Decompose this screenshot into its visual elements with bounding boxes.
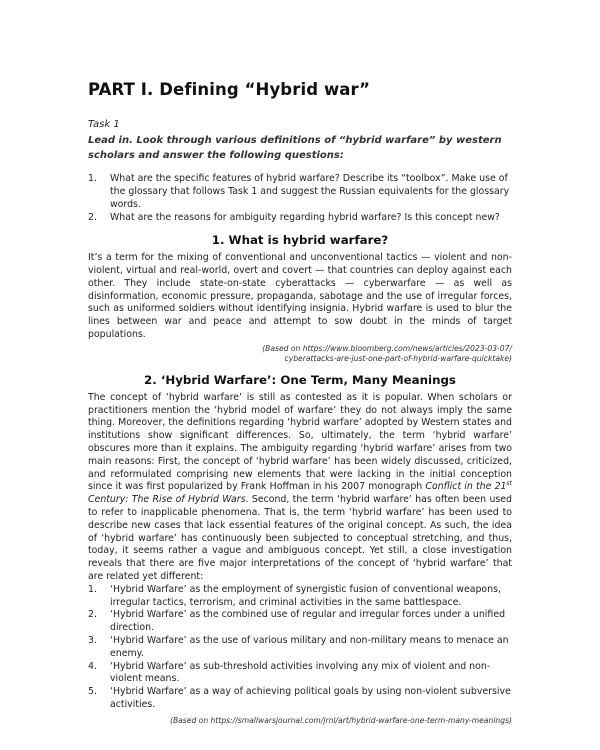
question-number: 1. <box>88 173 97 184</box>
source-line: cyberattacks-are-just-one-part-of-hybrid-warfare-quicktake) <box>284 354 512 364</box>
interpretation-number: 1. <box>88 583 97 595</box>
section-2-source: (Based on https://smallwarsjournal.com/jrnl/art/hybrid-warfare-one-term-many-meanings) <box>169 715 512 725</box>
question-item <box>88 173 512 211</box>
interpretation-text: ‘Hybrid Warfare’ as the use of various military and non-military means to menace an enemy. <box>110 634 509 659</box>
interpretation-item <box>88 609 512 635</box>
interpretation-number: 3. <box>88 634 97 646</box>
interpretation-number: 4. <box>88 660 97 672</box>
section-1-body: It’s a term for the mixing of conventional and unconventional tactics — violent and non-violent, virtual and real-world, overt and covert — that countries can deploy against each other. They include state-on-state cyberattacks — cyberwarfare — as well as disinformation, economic pressure, propaganda, sabotage and the use of irregular forces, such as uniformed soldiers without identifying insignia. Hybrid warfare is used to blur the lines between war and peace and attempt to sow doubt in the minds of target populations. <box>88 252 512 340</box>
section-2-body-part-1: The concept of ‘hybrid warfare’ is still as contested as it is popular. When scholars or practitioners mention the ‘hybrid model of warfare’ they do not always imply the same thing. Moreover, the definitions regarding ‘hybrid warfare’ adopted by Western states and institutions show significant differences. So, ultimately, the term ‘hybrid warfare’ obscures more than it explains. The ambiguity regarding ‘hybrid warfare’ arises from two main reasons: First, the concept of ‘hybrid warfare’ has been widely discussed, criticized, and reformulated comprising new elements that were lacking in the initial conception since it was first popularized by Frank Hoffman in his 2007 monograph <box>88 391 512 493</box>
interpretation-item <box>88 635 512 661</box>
question-number: 2. <box>88 212 97 224</box>
book-title-part: Conflict in the 21 <box>425 481 507 493</box>
task-label: Task 1 <box>88 119 120 130</box>
interpretation-text: ‘Hybrid Warfare’ as the combined use of regular and irregular forces under a unified direction. <box>110 609 506 634</box>
interpretation-item <box>88 661 512 687</box>
interpretation-text: ‘Hybrid Warfare’ as sub-threshold activities involving any mix of violent and non-violent means. <box>110 660 491 685</box>
interpretation-list <box>88 584 512 712</box>
part-title: PART I. Defining “Hybrid war” <box>88 80 371 99</box>
section-1-source <box>88 344 512 365</box>
section-2-body-part-2: . Second, the term ‘hybrid warfare’ has often been used to refer to inapplicable phenomena. That is, the term ‘hybrid warfare’ has been used to describe new cases that lack essential features of the original concept. As such, the idea of ‘hybrid warfare’ has continuously been subjected to conceptual stretching, and thus, today, it seems rather a vague and ambiguous concept. Yet still, a close investigation reveals that there are five major interpretations of the concept of ‘hybrid warfare’ that are related yet different: <box>88 494 512 582</box>
interpretation-text: ‘Hybrid Warfare’ as a way of achieving political goals by using non-violent subversive activities. <box>110 686 511 710</box>
section-2-title: 2. ‘Hybrid Warfare’: One Term, Many Meanings <box>144 372 456 387</box>
section-1-title: 1. What is hybrid warfare? <box>211 233 389 248</box>
interpretation-item <box>88 686 512 712</box>
question-list <box>88 173 512 225</box>
question-text: What are the reasons for ambiguity regarding hybrid warfare? Is this concept new? <box>110 212 500 224</box>
lead-in-instructions: Lead in. Look through various definitions of “hybrid warfare” by western scholars and answer the following questions: <box>88 135 502 161</box>
interpretation-text: ‘Hybrid Warfare’ as the employment of synergistic fusion of conventional weapons, irregular tactics, terrorism, and criminal activities in the same battlespace. <box>110 583 501 608</box>
book-title-part: Century: The Rise of Hybrid Wars <box>88 494 246 506</box>
question-text: What are the specific features of hybrid warfare? Describe its “toolbox”. Make use of the glossary that follows Task 1 and suggest the Russian equivalents for the glossary words. <box>110 173 510 210</box>
interpretation-item <box>88 584 512 610</box>
question-item <box>88 212 512 225</box>
source-line: (Based on https://www.bloomberg.com/news/articles/2023-03-07/ <box>262 343 512 353</box>
section-2-body <box>88 392 512 584</box>
interpretation-number: 5. <box>88 686 97 698</box>
interpretation-number: 2. <box>88 609 97 621</box>
book-title-superscript: st <box>506 480 512 488</box>
